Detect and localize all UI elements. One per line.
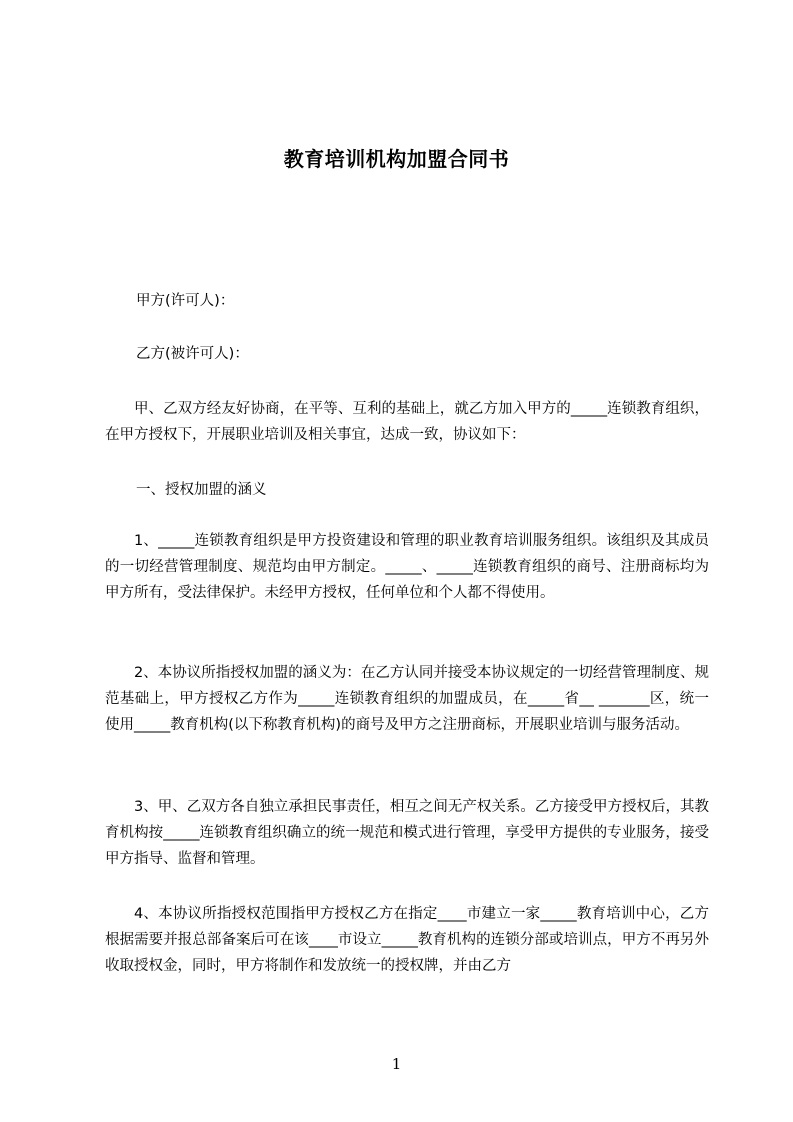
page-number: 1 (391, 1055, 402, 1073)
clause-3-text: 3、甲、乙双方各自独立承担民事责任，相互之间无产权关系。乙方接受甲方授权后，其教育机构按_____连锁教育组织确立的统一规范和模式进行管理，享受甲方提供的专业服务，接受甲方指导、监督和管理。 (105, 799, 709, 867)
clause-3-paragraph (105, 794, 709, 872)
intro-paragraph (105, 396, 709, 448)
clause-2-paragraph (105, 660, 709, 738)
section-1-heading: 一、授权加盟的涵义 (136, 482, 267, 498)
clause-1-text: 1、_____连锁教育组织是甲方投资建设和管理的职业教育培训服务组织。该组织及其成员的一切经营管理制度、规范均由甲方制定。_____、_____连锁教育组织的商号、注册商标均为甲方所有，受法律保护。未经甲方授权，任何单位和个人都不得使用。 (105, 533, 709, 601)
party-b-label: 乙方(被许可人)： (136, 346, 249, 362)
party-a-label: 甲方(许可人)： (136, 293, 235, 309)
clause-1-paragraph (105, 528, 709, 606)
clause-4-text: 4、本协议所指授权范围指甲方授权乙方在指定____市建立一家_____教育培训中心，乙方根据需要并报总部备案后可在该____市设立_____教育机构的连锁分部或培训点，甲方不再另外收取授权金，同时，甲方将制作和发放统一的授权牌，并由乙方 (105, 906, 709, 974)
clause-4-paragraph (105, 901, 709, 979)
clause-2-text: 2、本协议所指授权加盟的涵义为：在乙方认同并接受本协议规定的一切经营管理制度、规范基础上，甲方授权乙方作为_____连锁教育组织的加盟成员，在_____省__ _______区，统一使用_____教育机构(以下称教育机构)的商号及甲方之注册商标，开展职业培训与服务活动。 (105, 665, 709, 733)
document-title: 教育培训机构加盟合同书 (283, 147, 510, 171)
intro-text: 甲、乙双方经友好协商，在平等、互利的基础上，就乙方加入甲方的_____连锁教育组织，在甲方授权下，开展职业培训及相关事宜，达成一致，协议如下： (105, 401, 709, 443)
